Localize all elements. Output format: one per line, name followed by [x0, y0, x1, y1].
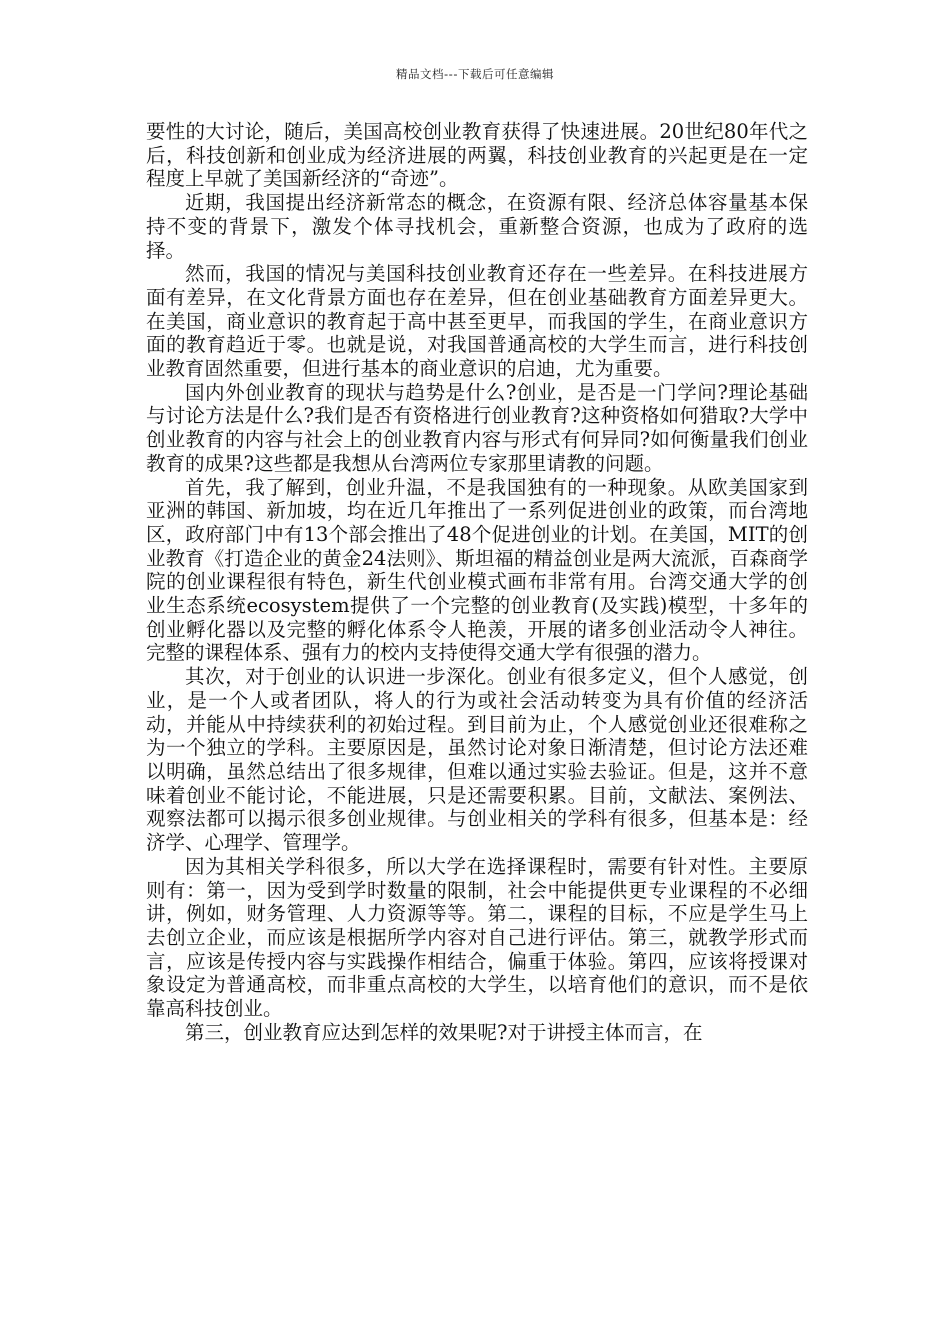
document-body — [146, 120, 808, 1044]
paragraph: 然而，我国的情况与美国科技创业教育还存在一些差异。在科技进展方面有差异，在文化背景方面也存在差异，但在创业基础教育方面差异更大。在美国，商业意识的教育起于高中甚至更早，而我国的学生，在商业意识方面的教育趋近于零。也就是说，对我国普通高校的大学生而言，进行科技创业教育固然重要，但进行基本的商业意识的启迪，尤为重要。 — [146, 262, 808, 381]
paragraph: 其次，对于创业的认识进一步深化。创业有很多定义，但个人感觉，创业，是一个人或者团队，将人的行为或社会活动转变为具有价值的经济活动，并能从中持续获利的初始过程。到目前为止，个人感觉创业还很难称之为一个独立的学科。主要原因是，虽然讨论对象日渐清楚，但讨论方法还难以明确，虽然总结出了很多规律，但难以通过实验去验证。但是，这并不意味着创业不能讨论，不能进展，只是还需要积累。目前，文献法、案例法、观察法都可以揭示很多创业规律。与创业相关的学科有很多，但基本是：经济学、心理学、管理学。 — [146, 665, 808, 855]
paragraph: 近期，我国提出经济新常态的概念，在资源有限、经济总体容量基本保持不变的背景下，激发个体寻找机会，重新整合资源，也成为了政府的选择。 — [146, 191, 808, 262]
paragraph: 因为其相关学科很多，所以大学在选择课程时，需要有针对性。主要原则有：第一，因为受到学时数量的限制，社会中能提供更专业课程的不必细讲，例如，财务管理、人力资源等等。第二，课程的目标，不应是学生马上去创立企业，而应该是根据所学内容对自己进行评估。第三，就教学形式而言，应该是传授内容与实践操作相结合，偏重于体验。第四，应该将授课对象设定为普通高校，而非重点高校的大学生，以培育他们的意识，而不是依靠高科技创业。 — [146, 854, 808, 1021]
page-header: 精品文档---下载后可任意编辑 — [396, 67, 554, 81]
paragraph: 要性的大讨论，随后，美国高校创业教育获得了快速进展。20世纪80年代之后，科技创新和创业成为经济进展的两翼，科技创业教育的兴起更是在一定程度上早就了美国新经济的“奇迹”。 — [146, 120, 808, 191]
paragraph: 国内外创业教育的现状与趋势是什么?创业，是否是一门学问?理论基础与讨论方法是什么?我们是否有资格进行创业教育?这种资格如何猎取?大学中创业教育的内容与社会上的创业教育内容与形式有何异同?如何衡量我们创业教育的成果?这些都是我想从台湾两位专家那里请教的问题。 — [146, 380, 808, 475]
paragraph: 首先，我了解到，创业升温，不是我国独有的一种现象。从欧美国家到亚洲的韩国、新加坡，均在近几年推出了一系列促进创业的政策，而台湾地区，政府部门中有13个部会推出了48个促进创业的计划。在美国，MIT的创业教育《打造企业的黄金24法则》、斯坦福的精益创业是两大流派，百森商学院的创业课程很有特色，新生代创业模式画布非常有用。台湾交通大学的创业生态系统ecosystem提供了一个完整的创业教育(及实践)模型，十多年的创业孵化器以及完整的孵化体系令人艳羡，开展的诸多创业活动令人神往。完整的课程体系、强有力的校内支持使得交通大学有很强的潜力。 — [146, 475, 808, 665]
paragraph: 第三，创业教育应达到怎样的效果呢?对于讲授主体而言，在 — [185, 1020, 703, 1044]
